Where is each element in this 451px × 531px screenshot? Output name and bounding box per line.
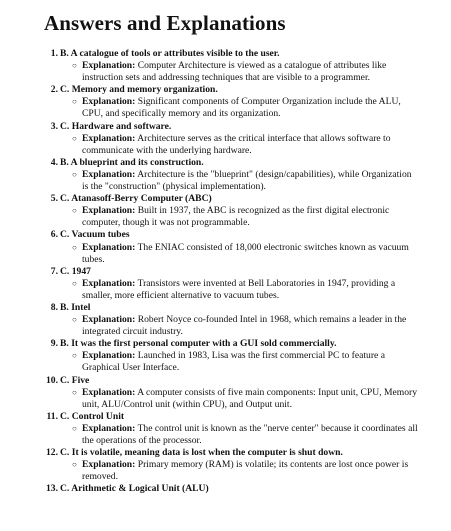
answer-number: 1. — [50, 48, 58, 59]
answer-item-13 — [46, 483, 451, 495]
explanation-label: Explanation: — [82, 277, 136, 289]
answer-text: C. Five — [60, 374, 90, 386]
answer-text: C. Control Unit — [60, 410, 125, 422]
explanation — [72, 459, 451, 483]
answer-number: 13. — [46, 483, 58, 495]
explanation-label: Explanation: — [82, 241, 136, 253]
explanation-text: Architecture is the "blueprint" (design/capabilities), while Organization is the "construction" (physical implementation). — [82, 168, 412, 193]
answer-number: 5. — [50, 193, 58, 205]
answer-text: C. It is volatile, meaning data is lost when the computer is shut down. — [60, 447, 343, 459]
explanation — [72, 205, 451, 229]
explanation — [72, 386, 451, 411]
explanation-text: Computer Architecture is viewed as a catalogue of attributes like instruction sets and addressing techniques that are visible to a programmer. — [82, 60, 387, 84]
explanation-text: A computer consists of five main components: Input unit, CPU, Memory unit, ALU/Control unit (within CPU), and Output unit. — [82, 386, 417, 410]
answer-number: 12. — [46, 447, 58, 459]
explanation-text: The ENIAC consisted of 18,000 electronic switches known as vacuum tubes. — [82, 241, 409, 265]
answer-item-9 — [50, 338, 451, 374]
answer-item-11 — [46, 410, 451, 447]
answer-number: 7. — [50, 265, 58, 277]
circle-bullet-icon: ○ — [72, 61, 77, 71]
explanation — [72, 132, 451, 157]
answer-text: C. Memory and memory organization. — [60, 84, 218, 96]
answer-text: B. A catalogue of tools or attributes visible to the user. — [60, 48, 280, 59]
explanation — [72, 241, 451, 266]
explanation — [72, 350, 451, 374]
answer-item-2 — [50, 84, 451, 120]
explanation-label: Explanation: — [82, 386, 136, 398]
answer-item-12 — [46, 447, 451, 483]
explanation-label: Explanation: — [82, 205, 136, 217]
answer-text: C. Vacuum tubes — [60, 229, 130, 241]
explanation-text: Primary memory (RAM) is volatile; its contents are lost once power is removed. — [82, 459, 409, 483]
explanation-text: Transistors were invented at Bell Laboratories in 1947, providing a smaller, more efficient alternative to vacuum tubes. — [82, 277, 396, 301]
answer-item-3 — [50, 120, 451, 157]
explanation-label: Explanation: — [82, 60, 136, 72]
explanation-text: Robert Noyce co-founded Intel in 1968, which remains a leader in the integrated circuit industry. — [82, 314, 407, 338]
answer-number: 8. — [50, 301, 58, 313]
explanation-text: The control unit is known as the "nerve center" because it coordinates all the operations of the processor. — [82, 422, 418, 446]
circle-bullet-icon: ○ — [72, 351, 77, 361]
explanation-label: Explanation: — [82, 350, 136, 362]
explanation — [72, 60, 451, 84]
answer-text: C. Arithmetic & Logical Unit (ALU) — [60, 483, 209, 495]
answer-item-8 — [50, 301, 451, 338]
circle-bullet-icon: ○ — [72, 423, 77, 433]
explanation — [72, 168, 451, 193]
answer-item-1 — [50, 48, 451, 84]
explanation-label: Explanation: — [82, 132, 136, 144]
circle-bullet-icon: ○ — [72, 387, 77, 397]
explanation-label: Explanation: — [82, 422, 136, 434]
explanation-label: Explanation: — [82, 96, 136, 108]
answer-text: C. Hardware and software. — [60, 120, 172, 132]
answer-item-5 — [50, 193, 451, 229]
circle-bullet-icon: ○ — [72, 97, 77, 107]
page-title: Answers and Explanations — [44, 11, 286, 35]
circle-bullet-icon: ○ — [72, 278, 77, 288]
answer-item-7 — [50, 265, 451, 302]
explanation — [72, 422, 451, 447]
answer-text: C. 1947 — [60, 265, 91, 277]
circle-bullet-icon: ○ — [72, 169, 77, 179]
answer-number: 2. — [50, 84, 58, 96]
answer-list — [44, 48, 451, 495]
explanation-text: Built in 1937, the ABC is recognized as the first digital electronic computer, though it was not programmable. — [82, 205, 390, 229]
explanation-text: Significant components of Computer Organization include the ALU, CPU, and specifically memory and its organization. — [82, 96, 401, 120]
answer-text: B. Intel — [60, 301, 91, 313]
explanation-text: Architecture serves as the critical interface that allows software to communicate with the underlying hardware. — [82, 132, 391, 156]
answer-number: 10. — [46, 374, 58, 386]
circle-bullet-icon: ○ — [72, 460, 77, 470]
answer-number: 4. — [50, 156, 58, 168]
answer-number: 11. — [46, 410, 58, 422]
answer-item-10 — [46, 374, 451, 411]
explanation-label: Explanation: — [82, 168, 136, 180]
explanation — [72, 277, 451, 302]
explanation-label: Explanation: — [82, 459, 136, 471]
explanation-text: Launched in 1983, Lisa was the first commercial PC to feature a Graphical User Interface. — [82, 350, 385, 374]
answer-number: 3. — [50, 120, 58, 132]
circle-bullet-icon: ○ — [72, 315, 77, 325]
circle-bullet-icon: ○ — [72, 133, 77, 143]
answer-item-6 — [50, 229, 451, 265]
explanation-label: Explanation: — [82, 314, 136, 326]
answer-text: C. Atanasoff-Berry Computer (ABC) — [60, 193, 212, 205]
answer-item-4 — [50, 156, 451, 193]
circle-bullet-icon: ○ — [72, 242, 77, 252]
answer-text: B. A blueprint and its construction. — [60, 156, 204, 168]
answer-number: 6. — [50, 229, 58, 241]
answer-text: B. It was the first personal computer with a GUI sold commercially. — [60, 338, 337, 350]
circle-bullet-icon: ○ — [72, 206, 77, 216]
answer-number: 9. — [50, 338, 58, 350]
explanation — [72, 96, 451, 120]
explanation — [72, 314, 451, 338]
